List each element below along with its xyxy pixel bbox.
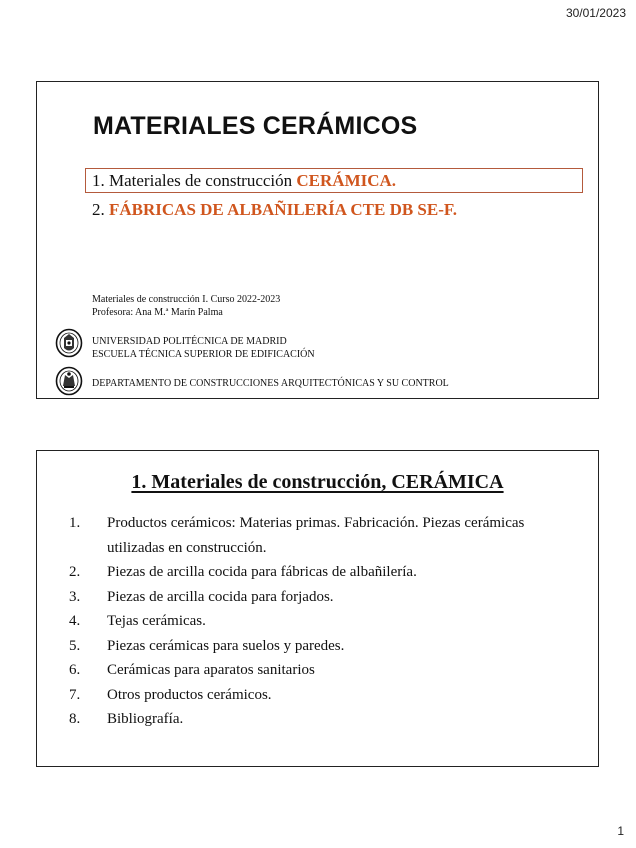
list-item <box>69 658 569 683</box>
list-item-number: 7. <box>69 686 81 703</box>
school-seal-icon <box>55 366 83 396</box>
list-item <box>69 511 569 560</box>
department-name: DEPARTAMENTO DE CONSTRUCCIONES ARQUITECTÓNICAS Y SU CONTROL <box>92 378 449 389</box>
topic-item-1-highlight: CERÁMICA. <box>296 171 397 190</box>
course-line: Materiales de construcción I. Curso 2022-2023 <box>92 294 281 305</box>
list-item-text: Productos cerámicos: Materias primas. Fabricación. Piezas cerámicas utilizadas en construcción. <box>107 515 525 556</box>
contents-list <box>69 511 569 732</box>
teacher-line: Profesora: Ana M.ª Marín Palma <box>92 307 223 318</box>
university-seal-icon <box>55 328 83 358</box>
list-item-number: 3. <box>69 588 81 605</box>
slide-title: MATERIALES CERÁMICOS <box>93 112 418 140</box>
slide-2 <box>36 450 599 767</box>
list-item-number: 1. <box>69 515 81 531</box>
list-item-text: Bibliografía. <box>107 711 184 727</box>
school-name: ESCUELA TÉCNICA SUPERIOR DE EDIFICACIÓN <box>92 349 315 360</box>
list-item <box>69 634 569 659</box>
list-item-text: Piezas de arcilla cocida para fábricas de albañilería. <box>107 564 417 580</box>
topic-item-2-highlight: FÁBRICAS DE ALBAÑILERÍA CTE DB SE-F. <box>109 200 457 219</box>
university-info <box>92 335 315 361</box>
university-name: UNIVERSIDAD POLITÉCNICA DE MADRID <box>92 336 287 347</box>
course-info <box>92 293 280 319</box>
list-item-text: Tejas cerámicas. <box>107 613 206 629</box>
list-item <box>69 707 569 732</box>
page-number: 1 <box>617 824 624 838</box>
list-item <box>69 585 569 610</box>
slide-title: 1. Materiales de construcción, CERÁMICA <box>131 471 504 493</box>
topic-item-2 <box>92 198 457 221</box>
list-item-number: 2. <box>69 564 81 580</box>
list-item <box>69 560 569 585</box>
list-item-text: Cerámicas para aparatos sanitarios <box>107 662 315 678</box>
list-item-text: Piezas cerámicas para suelos y paredes. <box>107 637 345 654</box>
list-item-number: 6. <box>69 662 81 678</box>
topic-item-1-text: 1. Materiales de construcción <box>92 171 297 190</box>
topic-item-2-text: 2. <box>92 200 109 219</box>
list-item-text: Otros productos cerámicos. <box>107 686 272 703</box>
list-item-text: Piezas de arcilla cocida para forjados. <box>107 588 334 605</box>
list-item-number: 4. <box>69 613 81 629</box>
slide-1 <box>36 81 599 399</box>
list-item <box>69 609 569 634</box>
print-date: 30/01/2023 <box>565 6 626 20</box>
topic-item-1 <box>85 168 583 193</box>
list-item-number: 5. <box>69 637 81 654</box>
list-item <box>69 683 569 708</box>
list-item-number: 8. <box>69 711 81 727</box>
